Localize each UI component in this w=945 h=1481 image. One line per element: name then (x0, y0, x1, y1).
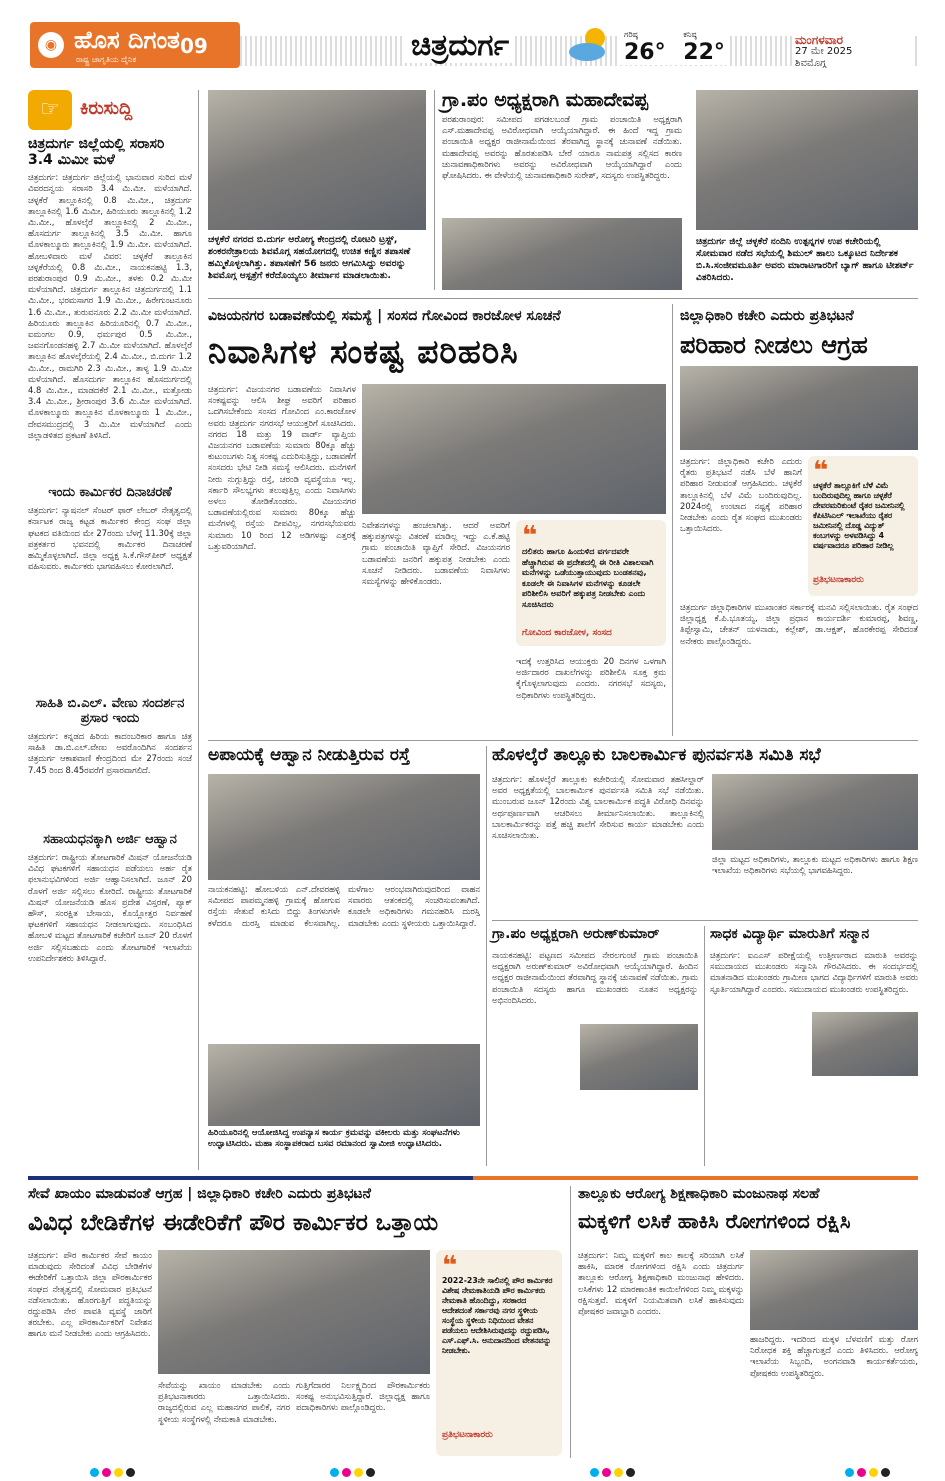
lasike-body2: ಹಾಜರಿದ್ದರು. ಇದರಿಂದ ಮಕ್ಕಳ ಬೆಳವಣಿಗೆ ಮತ್ತು ರೋಗ ನಿರೋಧಕ ಶಕ್ತಿ ಹೆಚ್ಚಾಗುತ್ತದೆ ಎಂದು ತಿಳಿಸಿದರು. ಆರೋಗ್ಯ ಇಲಾಖೆಯ ಸಿಬ್ಬಂದಿ, ಅಂಗನವಾಡಿ ಕಾರ್ಯಕರ್ತೆಯರು, ಪೋಷಕರು ಉಪಸ್ಥಿತರಿದ್ದರು. (750, 1334, 918, 1378)
quote-mark-icon: ❝ (813, 456, 829, 486)
mahadevappa-headline: ಗ್ರಾ.ಪಂ ಅಧ್ಯಕ್ಷರಾಗಿ ಮಹಾದೇವಪ್ಪ (442, 89, 649, 111)
weekday: ಮಂಗಳವಾರ (795, 33, 844, 47)
lecture-event-caption: ಹಿರಿಯೂರಿನಲ್ಲಿ ಆಯೋಜಿಸಿದ್ದ ಉಪನ್ಯಾಸ ಕಾರ್ಯ ಕ್ರಮವನ್ನು ವಕೀಲರು ಮತ್ತು ಸಂಘಟನೆಗಳು ಉದ್ಘಾಟಿಸಿದರು. ಮಹಾ ಸಂಸ್ಥಾಪಕರಾದ ಬಸವ ರಮಾನಂದ ಸ್ವಾಮೀಜಿ ಉದ್ಘಾಟಿಸಿದರು. (208, 1128, 460, 1149)
temp-min: 22° (683, 40, 725, 65)
temp-min-label: ಕನಿಷ್ಠ (683, 30, 697, 39)
pourakarmika-pull-quote: 2022-23ನೇ ಸಾಲಿನಲ್ಲಿ ಪೌರ ಕಾರ್ಮಿಕರ ವಿಶೇಷ ನೇಮಕಾತಿಯಡಿ ಪೌರ ಕಾರ್ಮಿಕರು ನೇಮಕಾತಿ ಹೊಂದಿದ್ದು, ಸರಕಾರದ ಆದೇಶದಂತೆ ಸರ್ಕಾರವು ನಗರ ಸ್ಥಳೀಯ ಸಂಸ್ಥೆಯ ಸ್ಥಳೀಯ ನಿಧಿಯಿಂದ ವೇತನ ಪಡೆಯಲು ಆದೇಶಿಸಿರುವುದನ್ನು ರದ್ದುಪಡಿಸಿ, ಎಸ್.ಎಫ್.ಸಿ. ಅನುದಾನದಿಂದ ವೇತನವನ್ನು ನೀಡಬೇಕು. (442, 1276, 553, 1355)
karmika-headline: ಇಂದು ಕಾರ್ಮಿಕರ ದಿನಾಚರಣೆ (48, 485, 172, 501)
sahaya-body: ಚಿತ್ರದುರ್ಗ: ರಾಷ್ಟ್ರೀಯ ತೋಟಗಾರಿಕೆ ಮಿಷನ್ ಯೋಜನೆಯಡಿ ವಿವಿಧ ಘಟಕಗಳಿಗೆ ಸಹಾಯಧನ ಪಡೆಯಲು ಅರ್ಹ ರೈತ ಫಲಾನುಭವಿಗಳಿಂದ ಅರ್ಜಿ ಆಹ್ವಾನಿಸಲಾಗಿದೆ. ಜೂನ್ 20 ರೊಳಗೆ ಅರ್ಜಿ ಸಲ್ಲಿಸಲು ಕೋರಿದೆ. ರಾಷ್ಟ್ರೀಯ ತೋಟಗಾರಿಕೆ ಮಿಷನ್ ಯೋಜನೆಯಡಿ ಹೊಸ ಪ್ರದೇಶ ವಿಸ್ತರಣೆ, ಪ್ಯಾಕ್ ಹೌಸ್, ಸಂರಕ್ಷಿತ ಬೇಸಾಯ, ಕೊಯ್ಲೋತ್ತರ ನಿರ್ವಹಣೆ ಘಟಕಗಳಿಗೆ ಸಹಾಯಧನ ನೀಡಲಾಗುವುದು. ಸಂಬಂಧಿಸಿದ ಹೋಬಳಿ ಮಟ್ಟದ ತೋಟಗಾರಿಕೆ ಕಚೇರಿಗೆ ಜೂನ್ 20 ರೊಳಗೆ ಅರ್ಜಿ ಸಲ್ಲಿಸಬಹುದು ಎಂದು ತೋಟಗಾರಿಕೆ ಇಲಾಖೆಯ ಉಪನಿರ್ದೇಶಕರು ತಿಳಿಸಿದ್ದಾರೆ. (28, 851, 192, 963)
maruthi-headline: ಸಾಧಕ ವಿದ್ಯಾರ್ಥಿ ಮಾರುತಿಗೆ ಸನ್ಮಾನ (710, 926, 870, 942)
left-column (28, 136, 192, 1170)
pourakarmika-body3: ಗುತ್ತಿಗೆದಾರರ ನಿರ್ಲಕ್ಷ್ಯದಿಂದ ಪೌರಕಾರ್ಮಿಕರು ಸಂಕಷ್ಟ ಅನುಭವಿಸುತ್ತಿದ್ದಾರೆ. ಜಿಲ್ಲಾಧ್ಯಕ್ಷ ಹಾಗೂ ಪದಾಧಿಕಾರಿಗಳು ಪಾಲ್ಗೊಂಡಿದ್ದರು. (296, 1380, 430, 1413)
lead-photo (362, 384, 666, 514)
logo-title: ಹೊಸ ದಿಗಂತ (74, 26, 180, 54)
rain-body: ಚಿತ್ರದುರ್ಗ: ಚಿತ್ರದುರ್ಗ ಜಿಲ್ಲೆಯಲ್ಲಿ ಭಾನುವಾರ ಸುರಿದ ಮಳೆ ವಿವರದನ್ವಯ ಸರಾಸರಿ 3.4 ಮಿ.ಮೀ. ಮಳೆಯಾಗಿದೆ. ಚಳ್ಳಕೆರೆ ತಾಲ್ಲೂಕಿನಲ್ಲಿ 0.8 ಮಿ.ಮೀ., ಚಿತ್ರದುರ್ಗ ತಾಲ್ಲೂಕಿನಲ್ಲಿ 1.6 ಮಿಮೀ, ಹಿರಿಯೂರು ತಾಲ್ಲೂಕಿನಲ್ಲಿ 1.2 ಮಿ.ಮೀ., ಹೊಳಲ್ಕೆರೆ ತಾಲ್ಲೂಕಿನಲ್ಲಿ 2 ಮಿ.ಮೀ., ಹೊಸದುರ್ಗ ತಾಲ್ಲೂಕಿನಲ್ಲಿ 3.5 ಮಿ.ಮೀ. ಹಾಗೂ ಮೊಳಕಾಲ್ಮೂರು ತಾಲ್ಲೂಕಿನಲ್ಲಿ 1.9 ಮಿ.ಮೀ. ಮಳೆಯಾಗಿದೆ. ಹೋಬಳಿವಾರು ಮಳೆ ವಿವರ: ಚಳ್ಳಕೆರೆ ತಾಲ್ಲೂಕಿನ ಚಳ್ಳಕೆರೆಯಲ್ಲಿ 0.8 ಮಿ.ಮೀ., ನಾಯಕನಹಟ್ಟಿ 1.3, ಪರಶುರಾಂಪುರ 0.9 ಮಿ.ಮೀ., ತಳಕು 0.2 ಮಿ.ಮೀ ಮಳೆಯಾಗಿದೆ. ಚಿತ್ರದುರ್ಗ ತಾಲ್ಲೂಕಿನ ಚಿತ್ರದುರ್ಗದಲ್ಲಿ 1.1 ಮಿ.ಮೀ., ಭರಮಸಾಗರ 1.9 ಮಿ.ಮೀ., ಹಿರೇಗುಂಟನೂರು 1.6 ಮಿ.ಮೀ., ತುರುವನೂರು 2.2 ಮಿ.ಮೀ ಮಳೆಯಾಗಿದೆ. ಹಿರಿಯೂರು ತಾಲ್ಲೂಕಿನ ಹಿರಿಯೂರಿನಲ್ಲಿ 0.7 ಮಿ.ಮೀ., ಐಮಂಗಲ 0.9, ಧರ್ಮಪುರ 0.5 ಮಿ.ಮೀ., ಜವನಗೊಂಡನಹಳ್ಳಿ 2.7 ಮಿ.ಮೀ ಮಳೆಯಾಗಿದೆ. ಹೊಳಲ್ಕೆರೆ ತಾಲ್ಲೂಕಿನ ಹೊಳಲ್ಕೆರೆಯಲ್ಲಿ 2.4 ಮಿ.ಮೀ., ಬಿ.ದುರ್ಗ 1.2 ಮಿ.ಮೀ., ರಾಮಗಿರಿ 2.3 ಮಿ.ಮೀ., ತಾಳ್ಯ 1.9 ಮಿ.ಮೀ ಮಳೆಯಾಗಿದೆ. ಹೊಸದುರ್ಗ ತಾಲ್ಲೂಕಿನ ಹೊಸದುರ್ಗದಲ್ಲಿ 4.8 ಮಿ.ಮೀ., ಮಾಡದಕೆರೆ 2.1 ಮಿ.ಮೀ., ಮತ್ತೋಡು 3.4 ಮಿ.ಮೀ., ಶ್ರೀರಾಂಪುರ 3.6 ಮಿ.ಮೀ ಮಳೆಯಾಗಿದೆ. ಮೊಳಕಾಲ್ಮೂರು ತಾಲ್ಲೂಕಿನ ಮೊಳಕಾಲ್ಮೂರು 1 ಮಿ.ಮೀ., ದೇವಸಮುದ್ರದಲ್ಲಿ 3 ಮಿ.ಮೀ ಮಳೆಯಾಗಿದೆ ಎಂದು ಜಿಲ್ಲಾಡಳಿತದ ಪ್ರಕಟಣೆ ತಿಳಿಸಿದೆ. (28, 172, 192, 440)
right-lead-body2: ಚಿತ್ರದುರ್ಗ ಜಿಲ್ಲಾಧಿಕಾರಿಗಳ ಮುಖಾಂತರ ಸರ್ಕಾರಕ್ಕೆ ಮನವಿ ಸಲ್ಲಿಸಲಾಯಿತು. ರೈತ ಸಂಘದ ಜಿಲ್ಲಾಧ್ಯಕ್ಷ ಕೆ.ಪಿ.ಭೂತಯ್ಯ, ಜಿಲ್ಲಾ ಪ್ರಧಾನ ಕಾರ್ಯದರ್ಶಿ ಕುಮಾರಪ್ಪ, ಶಿವಣ್ಣ, ತಿಪ್ಪೇಸ್ವಾಮಿ, ಚೇತನ್ ಯಳನಾಡು, ಕಲ್ಲೇಶ್, ಡಾ.ಆಕ್ಷತ್, ಹೊರಕೇರಪ್ಪ ಸೇರಿದಂತೆ ಅನೇಕರು ಪಾಲ್ಗೊಂಡಿದ್ದರು. (680, 602, 918, 646)
rain-headline: ಚಿತ್ರದುರ್ಗ ಜಿಲ್ಲೆಯಲ್ಲಿ ಸರಾಸರಿ 3.4 ಮಿಮೀ ಮಳೆ (28, 136, 165, 169)
print-registration-marks (845, 1462, 893, 1481)
column-divider (434, 90, 435, 290)
right-lead-headline: ಪರಿಹಾರ ನೀಡಲು ಆಗ್ರಹ (680, 331, 868, 359)
holalkere-meeting-photo (712, 774, 918, 850)
logo-emblem-icon: ◉ (38, 32, 64, 58)
right-pull-author: ಪ್ರತಿಭಟನಾಕಾರರು (813, 575, 864, 585)
sahiti-headline: ಸಾಹಿತಿ ಬಿ.ಎಲ್. ವೇಣು ಸಂದರ್ಶನ ಪ್ರಸಾರ ಇಂದು (35, 696, 185, 727)
date-block (795, 34, 915, 70)
weather-cloud-sun-icon (565, 24, 615, 64)
pourakarmika-headline: ವಿವಿಧ ಬೇಡಿಕೆಗಳ ಈಡೇರಿಕೆಗೆ ಪೌರ ಕಾರ್ಮಿಕರ ಒತ್ತಾಯ (28, 1210, 439, 1236)
arunkumar-headline: ಗ್ರಾ.ಪಂ ಅಧ್ಯಕ್ಷರಾಗಿ ಅರುಣ್‌ಕುಮಾರ್ (492, 926, 660, 942)
kirusuddi-badge (28, 90, 188, 130)
pourakarmika-body2: ಸೇವೆಯನ್ನು ಖಾಯಂ ಮಾಡಬೇಕು ಎಂದು ಪ್ರತಿಭಟನಾಕಾರರು ಒತ್ತಾಯಿಸಿದರು. ರಾಜ್ಯದಲ್ಲಿರುವ ಎಲ್ಲ ಮಹಾನಗರ ಪಾಲಿಕೆ, ನಗರ ಸ್ಥಳೀಯ ಸಂಸ್ಥೆಗಳಲ್ಲಿ ನೇಮಕಾತಿ ಮಾಡಬೇಕು. (158, 1380, 290, 1424)
sahaya-headline: ಸಹಾಯಧನಕ್ಕಾಗಿ ಅರ್ಜಿ ಆಹ್ವಾನ (43, 832, 177, 847)
lead-headline: ನಿವಾಸಿಗಳ ಸಂಕಷ್ಟ ಪರಿಹರಿಸಿ (208, 332, 519, 371)
lead-body-right: ನಿವೇಶನಗಳನ್ನು ಹಂಚಲಾಗಿತ್ತು. ಆದರೆ ಅವರಿಗೆ ಹಕ್ಕುಪತ್ರಗಳನ್ನು ವಿತರಣೆ ಮಾಡಿಲ್ಲ ಇದ್ದು ಎ.ಕೆ.ಹಟ್ಟಿ ಗ್ರಾಮ ಪಂಚಾಯಿತಿ ವ್ಯಾಪ್ತಿಗೆ ಸೇರಿದೆ. ವಿಜಯನಗರ ಬಡಾವಣೆಯ ಜನರಿಗೆ ಹಕ್ಕುಪತ್ರ ನೀಡಬೇಕು ಎಂದು ಸೂಚನೆ ನೀಡಿದರು. ಬಡಾವಣೆಯ ನಿವಾಸಿಗಳು ಸಮಸ್ಯೆಗಳನ್ನು ಹೇಳಿಕೊಂಡರು. (362, 520, 510, 587)
lasike-headline: ಮಕ್ಕಳಿಗೆ ಲಸಿಕೆ ಹಾಕಿಸಿ ರೋಗಗಳಿಂದ ರಕ್ಷಿಸಿ (578, 1209, 851, 1233)
lead-kicker: ವಿಜಯನಗರ ಬಡಾವಣೆಯಲ್ಲಿ ಸಮಸ್ಯೆ | ಸಂಸದ ಗೋವಿಂದ ಕಾರಜೋಳ ಸೂಚನೆ (208, 308, 561, 324)
bag-distribution-photo (696, 90, 918, 230)
lead-body-left: ಚಿತ್ರದುರ್ಗ: ವಿಜಯನಗರ ಬಡಾವಣೆಯ ನಿವಾಸಿಗಳ ಸಂಕಷ್ಟವನ್ನು ಆಲಿಸಿ ಶೀಘ್ರ ಅವರಿಗೆ ಪರಿಹಾರ ಒದಗಿಸಬೇಕೆಂದು ಸಂಸದ ಗೋವಿಂದ ಎಂ.ಕಾರಜೋಳ ಅವರು ಚಿತ್ರದುರ್ಗ ನಗರಸಭೆ ಆಯುಕ್ತರಿಗೆ ಸೂಚಿಸಿದರು. ನಗರದ 18 ಮತ್ತು 19 ವಾರ್ಡ್ ವ್ಯಾಪ್ತಿಯ ವಿಜಯನಗರ ಬಡಾವಣೆಯ ಸುಮಾರು 80ಕ್ಕೂ ಹೆಚ್ಚು ಕುಟುಂಬಗಳು ನಿತ್ಯ ಸಂಕಷ್ಟ ಎದುರಿಸುತ್ತಿದ್ದು, ಬಡಾವಣೆಗೆ ಸಂಸದರು ಭೇಟಿ ನೀಡಿ ಸಮಸ್ಯೆ ಆಲಿಸಿದರು. ಮನೆಗಳಿಗೆ ನೀರು ನುಗ್ಗುತ್ತಿದ್ದು ರಸ್ತೆ, ಚರಂಡಿ ವ್ಯವಸ್ಥೆಯೂ ಇಲ್ಲ. ಸರ್ಕಾರಿ ಸೌಲಭ್ಯಗಳು ತಲುಪುತ್ತಿಲ್ಲ ಎಂದು ನಿವಾಸಿಗಳು ಅಳಲು ತೋಡಿಕೊಂಡರು. ವಿಜಯನಗರ ಬಡಾವಣೆಯಲ್ಲಿರುವ ಸುಮಾರು 80ಕ್ಕೂ ಹೆಚ್ಚು ಮನೆಗಳಲ್ಲಿ ರಸ್ತೆಯ ದೀಪವಿಲ್ಲ, ನಗರಸಭೆಯವರು ಸುಮಾರು 10 ರಿಂದ 12 ಅಡಿಗಳಷ್ಟು ಎತ್ತರಕ್ಕೆ ಒತ್ತುವರಿಯಾಗಿದೆ. (208, 384, 356, 551)
logo (30, 22, 240, 68)
column-divider (570, 1186, 571, 1458)
edition: ಶಿವಮೊಗ್ಗ (795, 58, 827, 69)
eye-camp-caption: ಚಳ್ಳಕೆರೆ ನಗರದ ಬಿ.ದುರ್ಗ ಆರೋಗ್ಯ ಕೇಂದ್ರದಲ್ಲಿ ರೋಟರಿ ಟ್ರಸ್ಟ್, ಶಂಕರನೇತ್ರಾಲಯ ಶಿವಮೊಗ್ಗ ಸಹಯೋಗದಲ್ಲಿ ಉಚಿತ ಕಣ್ಣಿನ ತಪಾಸಣೆ ಹಮ್ಮಿಕೊಳ್ಳಲಾಗಿತ್ತು. ತಪಾಸಣೆಗೆ 56 ಜನರು ಆಗಮಿಸಿದ್ದು ಅವರನ್ನು ಶಿವಮೊಗ್ಗ ಆಸ್ಪತ್ರೆಗೆ ಕರೆದೊಯ್ಯಲು ತೀರ್ಮಾನ ಮಾಡಲಾಯಿತು. (208, 234, 411, 281)
lasike-body: ಚಿತ್ರದುರ್ಗ: ನಿಮ್ಮ ಮಕ್ಕಳಿಗೆ ಕಾಲ ಕಾಲಕ್ಕೆ ಸರಿಯಾಗಿ ಲಸಿಕೆ ಹಾಕಿಸಿ, ಮಾರಕ ರೋಗಗಳಿಂದ ರಕ್ಷಿಸಿ ಎಂದು ಚಿತ್ರದುರ್ಗ ತಾಲ್ಲೂಕು ಆರೋಗ್ಯ ಶಿಕ್ಷಣಾಧಿಕಾರಿ ಮಂಜುನಾಥ ಹೇಳಿದರು. ಲಸಿಕೆಗಳು 12 ಮಾರಣಾಂತಿಕ ಕಾಯಿಲೆಗಳಿಂದ ನಿಮ್ಮ ಮಕ್ಕಳನ್ನು ರಕ್ಷಿಸುತ್ತವೆ. ಮಕ್ಕಳಿಗೆ ನಿಯಮಿತವಾಗಿ ಲಸಿಕೆ ಹಾಕಿಸುವುದು ಪೋಷಕರ ಜವಾಬ್ದಾರಿ ಎಂದರು. (578, 1250, 744, 1317)
right-lead-photo (680, 366, 918, 450)
vaccination-photo (750, 1250, 918, 1330)
bag-distribution-caption: ಚಿತ್ರದುರ್ಗ ಜಿಲ್ಲೆ ಚಳ್ಳಕೆರೆ ನಂದಿನಿ ಉತ್ಪನ್ನಗಳ ಉಪ ಕಚೇರಿಯಲ್ಲಿ ಸೋಮವಾರ ನಡೆದ ಸಭೆಯಲ್ಲಿ ಶಿಮುಲ್ ಹಾಲು ಒಕ್ಕೂಟದ ನಿರ್ದೇಶಕ ಬಿ.ಸಿ.ಸಂಜೀವಮೂರ್ತಿ ಅವರು ಮಾರಾಟಗಾರರಿಗೆ ಬ್ಯಾಗ್ ಹಾಗೂ ಟೀಶರ್ಟ್ ವಿತರಿಸಿದರು. (696, 236, 914, 283)
lead-pull-quote: ದಲಿತರು ಹಾಗೂ ಹಿಂದುಳಿದ ವರ್ಗದವರೇ ಹೆಚ್ಚಾಗಿರುವ ಈ ಪ್ರದೇಶದಲ್ಲಿ ಈ ರೀತಿ ವಿಶಾಲವಾಗಿ ಮನೆಗಳನ್ನು ಒಡೆಯುತ್ತಾಯುವುದು ಬಂಡತನವು, ಕೂಡಲೇ ಈ ನಿವಾಸಿಗಳ ಮನೆಗಳನ್ನು ಕೂಡಲೇ ಪರಿಶೀಲಿಸಿ ಅವರಿಗೆ ಹಕ್ಕುಪತ್ರ ನೀಡಬೇಕು ಎಂದು ಸೂಚಿಸಿದರು (522, 546, 654, 609)
right-lead-kicker: ಜಿಲ್ಲಾಧಿಕಾರಿ ಕಚೇರಿ ಎದುರು ಪ್ರತಿಭಟನೆ (680, 308, 854, 324)
page-number: 09 (180, 34, 208, 58)
holalkere-body: ಚಿತ್ರದುರ್ಗ: ಹೊಳಲ್ಕೆರೆ ತಾಲ್ಲೂಕು ಕಚೇರಿಯಲ್ಲಿ ಸೋಮವಾರ ತಹಸೀಲ್ದಾರ್ ಅವರ ಅಧ್ಯಕ್ಷತೆಯಲ್ಲಿ ಬಾಲಕಾರ್ಮಿಕ ಪುನರ್ವಸತಿ ಸಮಿತಿ ಸಭೆ ನಡೆಯಿತು. ಮುಂಬರುವ ಜೂನ್ 12ರಂದು ವಿಶ್ವ ಬಾಲಕಾರ್ಮಿಕ ಪದ್ಧತಿ ವಿರೋಧಿ ದಿನವನ್ನು ಅರ್ಥಪೂರ್ಣವಾಗಿ ಆಚರಿಸಲು ತೀರ್ಮಾನಿಸಲಾಯಿತು. ತಾಲ್ಲೂಕಿನಲ್ಲಿ ಬಾಲಕಾರ್ಮಿಕರನ್ನು ಪತ್ತೆ ಹಚ್ಚಿ ಶಾಲೆಗೆ ಸೇರಿಸುವ ಕಾರ್ಯ ಮಾಡಬೇಕು ಎಂದು ಸೂಚಿಸಲಾಯಿತು. (492, 774, 704, 841)
holalkere-headline: ಹೊಳಲ್ಕೆರೆ ತಾಲ್ಲೂಕು ಬಾಲಕಾರ್ಮಿಕ ಪುನರ್ವಸತಿ ಸಮಿತಿ ಸಭೆ (492, 745, 821, 765)
lead-pull-quote-box (516, 520, 666, 646)
pourakarmika-pull-quote-box (436, 1250, 562, 1456)
maruthi-felicitation-photo (812, 1012, 918, 1076)
logo-tagline: ರಾಷ್ಟ್ರ ಜಾಗೃತಿಯ ದೈನಿಕ (76, 55, 137, 64)
row-divider (492, 920, 918, 921)
quote-mark-icon: ❝ (522, 521, 538, 551)
lead-body-lower: ಇದಕ್ಕೆ ಉತ್ತರಿಸಿದ ಆಯುಕ್ತರು 20 ದಿನಗಳ ಒಳಗಾಗಿ ಅರ್ಜಿದಾರರ ದಾಖಲೆಗಳನ್ನು ಪರಿಶೀಲಿಸಿ ಸೂಕ್ತ ಕ್ರಮ ಕೈಗೊಳ್ಳಲಾಗುವುದು ಎಂದರು. ನಗರಸಭೆ ಸದಸ್ಯರು, ಅಧಿಕಾರಿಗಳು ಉಪಸ್ಥಿತರಿದ್ದರು. (516, 656, 666, 700)
pourakarmika-body: ಚಿತ್ರದುರ್ಗ: ಪೌರ ಕಾರ್ಮಿಕರ ಸೇವೆ ಕಾಯಂ ಮಾಡುವುದು ಸೇರಿದಂತೆ ವಿವಿಧ ಬೇಡಿಕೆಗಳ ಈಡೇರಿಕೆಗೆ ಒತ್ತಾಯಿಸಿ ಜಿಲ್ಲಾ ಪೌರಕಾರ್ಮಿಕರ ಸಂಘದ ನೇತೃತ್ವದಲ್ಲಿ ಸೋಮವಾರ ಪ್ರತಿಭಟನೆ ನಡೆಸಲಾಯಿತು. ಹೊರಗುತ್ತಿಗೆ ಪದ್ಧತಿಯನ್ನು ರದ್ದುಪಡಿಸಿ ನೇರ ಪಾವತಿ ವ್ಯವಸ್ಥೆ ಜಾರಿಗೆ ತರಬೇಕು. ಎಲ್ಲ ಪೌರಕಾರ್ಮಿಕರಿಗೆ ನಿವೇಶನ ಹಾಗೂ ಮನೆ ನೀಡಬೇಕು ಎಂದು ಆಗ್ರಹಿಸಿದರು. (28, 1250, 152, 1339)
gram-panchayat-photo (442, 218, 682, 290)
lasike-kicker: ತಾಲ್ಲೂಕು ಆರೋಗ್ಯ ಶಿಕ್ಷಣಾಧಿಕಾರಿ ಮಂಜುನಾಥ ಸಲಹೆ (578, 1186, 820, 1202)
road-body: ನಾಯಕನಹಟ್ಟಿ: ಹೋಬಳಿಯ ಎನ್.ದೇವರಹಳ್ಳಿ ಸಮೀಪದ ಪಾಪಮ್ಮನಹಳ್ಳಿ ಗ್ರಾಮಕ್ಕೆ ಹೋಗುವ ರಸ್ತೆಯ ಸೇತುವೆ ಕುಸಿದು ಬಿದ್ದು ತಿಂಗಳುಗಳೇ ಕಳೆದರೂ ದುರಸ್ತಿ ಮಾಡುವ ಕೆಲಸವಾಗಿಲ್ಲ. ಮಳೆಗಾಲ ಆರಂಭವಾಗಿರುವುದರಿಂದ ವಾಹನ ಸವಾರರು ಆತಂಕದಲ್ಲಿ ಸಂಚರಿಸುವಂತಾಗಿದೆ. ಕೂಡಲೇ ಅಧಿಕಾರಿಗಳು ಗಮನಹರಿಸಿ ದುರಸ್ತಿ ಮಾಡಬೇಕು ಎಂದು ಸ್ಥಳೀಯರು ಒತ್ತಾಯಿಸಿದ್ದಾರೆ. (208, 884, 480, 928)
section-bar (28, 1176, 918, 1180)
arunkumar-photo (580, 1024, 698, 1090)
city-name: ಚಿತ್ರದುರ್ಗ (405, 28, 515, 63)
pourakarmika-pull-author: ಪ್ರತಿಭಟನಾಕಾರರು (442, 1430, 493, 1440)
arunkumar-body: ನಾಯಕನಹಟ್ಟಿ: ಪಟ್ಟಣದ ಸಮೀಪದ ನೇರಲಗುಂಟೆ ಗ್ರಾಮ ಪಂಚಾಯಿತಿ ಅಧ್ಯಕ್ಷರಾಗಿ ಅರುಣ್‌ಕುಮಾರ್ ಅವಿರೋಧವಾಗಿ ಆಯ್ಕೆಯಾಗಿದ್ದಾರೆ. ಹಿಂದಿನ ಅಧ್ಯಕ್ಷರ ರಾಜೀನಾಮೆಯಿಂದ ತೆರವಾಗಿದ್ದ ಸ್ಥಾನಕ್ಕೆ ಚುನಾವಣೆ ನಡೆಯಿತು. ಗ್ರಾಮ ಪಂಚಾಯಿತಿ ಸದಸ್ಯರು ಹಾಗೂ ಮುಖಂಡರು ನೂತನ ಅಧ್ಯಕ್ಷರನ್ನು ಅಭಿನಂದಿಸಿದರು. (492, 950, 698, 1005)
right-pull-quote-box (808, 456, 918, 596)
right-pull-quote: ಚಳ್ಳಕೆರೆ ತಾಲ್ಲೂಕಿಗೆ ಬೆಳೆ ವಿಮೆ ಬಂದಿರುವುದಿಲ್ಲ ಹಾಗೂ ಚಳ್ಳಕೆರೆ ದೇವರಮರಿಕುಂಟೆ ರೈತರ ಜಮೀನಿನಲ್ಲಿ ಕೆಪಿಟಿಸಿಎಲ್ ಇಲಾಖೆಯು ರೈತರ ಜಮೀನಿನಲ್ಲಿ ದೊಡ್ಡ ವಿದ್ಯುತ್ ಕಂಬಗಳನ್ನು ಅಳವಡಿಸಿದ್ದು 4 ವರ್ಷವಾದರೂ ಪರಿಹಾರ ನೀಡಿಲ್ಲ (813, 481, 905, 550)
kirusuddi-label: ಕಿರುಸುದ್ದಿ (80, 98, 133, 119)
temp-max-label: ಗರಿಷ್ಠ (624, 30, 638, 39)
karmika-body: ಚಿತ್ರದುರ್ಗ: ನ್ಯಾಷನಲ್ ಸೆಂಟರ್ ಫಾರ್ ಲೇಬರ್ ನೇತೃತ್ವದಲ್ಲಿ ಕರ್ನಾಟಕ ರಾಜ್ಯ ಕಟ್ಟಡ ಕಾರ್ಮಿಕರ ಕೇಂದ್ರ ಸಂಘ ಜಿಲ್ಲಾ ಘಟಕದ ವತಿಯಿಂದ ಮೇ 27ರಂದು ಬೆಳಗ್ಗೆ 11.30ಕ್ಕೆ ಜಿಲ್ಲಾ ಪತ್ರಕರ್ತರ ಭವನದಲ್ಲಿ ಕಾರ್ಮಿಕರ ದಿನಾಚರಣೆ ಹಮ್ಮಿಕೊಳ್ಳಲಾಗಿದೆ. ಜಿಲ್ಲಾ ಅಧ್ಯಕ್ಷ ಸಿ.ಕೆ.ಗೌಸ್‌ಪೀರ್ ಅಧ್ಯಕ್ಷತೆ ವಹಿಸುವರು. ಕಾರ್ಮಿಕರು ಭಾಗವಹಿಸಲು ಕೋರಲಾಗಿದೆ. (28, 505, 192, 572)
pourakarmika-protest-photo (158, 1250, 430, 1374)
holalkere-body2: ಜಿಲ್ಲಾ ಮಟ್ಟದ ಅಧಿಕಾರಿಗಳು, ತಾಲ್ಲೂಕು ಮಟ್ಟದ ಅಧಿಕಾರಿಗಳು ಹಾಗೂ ಶಿಕ್ಷಣ ಇಲಾಖೆಯ ಅಧಿಕಾರಿಗಳು ಸಭೆಯಲ್ಲಿ ಭಾಗವಹಿಸಿದ್ದರು. (712, 854, 918, 876)
maruthi-body: ಚಿತ್ರದುರ್ಗ: ಐಎಎಸ್ ಪರೀಕ್ಷೆಯಲ್ಲಿ ಉತ್ತೀರ್ಣರಾದ ಮಾರುತಿ ಅವರನ್ನು ಸಮುದಾಯದ ಮುಖಂಡರು ಸನ್ಮಾನಿಸಿ ಗೌರವಿಸಿದರು. ಈ ಸಂದರ್ಭದಲ್ಲಿ ಮಾತನಾಡಿದ ಮುಖಂಡರು ಗ್ರಾಮೀಣ ಭಾಗದ ವಿದ್ಯಾರ್ಥಿಗಳಿಗೆ ಮಾರುತಿ ಅವರು ಸ್ಫೂರ್ತಿಯಾಗಿದ್ದಾರೆ ಎಂದರು. ಸಮುದಾಯದ ಮುಖಂಡರು ಉಪಸ್ಥಿತರಿದ್ದರು. (710, 950, 918, 994)
lead-pull-author: ಗೋವಿಂದ ಕಾರಜೋಳ, ಸಂಸದ (522, 628, 612, 638)
lecture-event-photo (208, 1044, 480, 1126)
quote-mark-icon: ❝ (442, 1251, 458, 1281)
sahiti-body: ಚಿತ್ರದುರ್ಗ: ಕನ್ನಡದ ಹಿರಿಯ ಕಾದಂಬರಿಕಾರ ಹಾಗೂ ಚಿತ್ರ ಸಾಹಿತಿ ಡಾ.ಬಿ.ಎಲ್.ವೇಣು ಅವರೊಂದಿಗಿನ ಸಂದರ್ಶನ ಚಿತ್ರದುರ್ಗ ಆಕಾಶವಾಣಿ ಕೇಂದ್ರದಿಂದ ಮೇ 27ರಂದು ಸಂಜೆ 7.45 ರಿಂದ 8.45ರವರೆಗೆ ಪ್ರಸಾರವಾಗಲಿದೆ. (28, 731, 192, 775)
pourakarmika-kicker: ಸೇವೆ ಖಾಯಂ ಮಾಡುವಂತೆ ಆಗ್ರಹ | ಜಿಲ್ಲಾಧಿಕಾರಿ ಕಚೇರಿ ಎದುರು ಪ್ರತಿಭಟನೆ (28, 1186, 371, 1202)
date: 27 ಮೇ 2025 (795, 46, 853, 57)
print-registration-marks (330, 1462, 378, 1481)
pointing-hand-icon: ☞ (28, 90, 72, 130)
damaged-road-photo (208, 774, 480, 880)
temp-max: 26° (624, 40, 666, 65)
row-divider (208, 298, 918, 299)
eye-camp-queue-photo (208, 90, 426, 230)
column-divider (704, 926, 705, 1166)
column-divider (486, 746, 487, 1166)
print-registration-marks (590, 1462, 638, 1481)
right-lead-body: ಚಿತ್ರದುರ್ಗ: ಜಿಲ್ಲಾಧಿಕಾರಿ ಕಚೇರಿ ಎದುರು ರೈತರು ಪ್ರತಿಭಟನೆ ನಡೆಸಿ ಬೆಳೆ ಹಾನಿಗೆ ಪರಿಹಾರ ನೀಡುವಂತೆ ಆಗ್ರಹಿಸಿದರು. ಚಳ್ಳಕೆರೆ ತಾಲ್ಲೂಕಿನಲ್ಲಿ ಬೆಳೆ ವಿಮೆ ಬಂದಿರುವುದಿಲ್ಲ. 2024ರಲ್ಲಿ ಉಂಟಾದ ನಷ್ಟಕ್ಕೆ ಪರಿಹಾರ ನೀಡಬೇಕು ಎಂದು ರೈತ ಸಂಘದ ಮುಖಂಡರು ಒತ್ತಾಯಿಸಿದರು. (680, 456, 802, 534)
column-divider (672, 304, 673, 736)
mahadevappa-body: ಪರಶುರಾಂಪುರ: ಸಮೀಪದ ಪಗಡಲಬಂಡೆ ಗ್ರಾಮ ಪಂಚಾಯಿತಿ ಅಧ್ಯಕ್ಷರಾಗಿ ಎಸ್.ಮಹಾದೇವಪ್ಪ ಅವಿರೋಧವಾಗಿ ಆಯ್ಕೆಯಾಗಿದ್ದಾರೆ. ಈ ಹಿಂದೆ ಇದ್ದ ಗ್ರಾಮ ಪಂಚಾಯಿತಿ ಅಧ್ಯಕ್ಷರ ರಾಜೀನಾಮೆಯಿಂದ ತೆರವಾಗಿದ್ದ ಸ್ಥಾನಕ್ಕೆ ಚುನಾವಣೆ ನಡೆಯಿತು. ಮಹಾದೇವಪ್ಪ ಅವರನ್ನು ಹೊರತುಪಡಿಸಿ ಬೇರೆ ಯಾರೂ ನಾಮಪತ್ರ ಸಲ್ಲಿಸದ ಕಾರಣ ಚುನಾವಣಾಧಿಕಾರಿಗಳು ಅವರನ್ನು ಅವಿರೋಧವಾಗಿ ಆಯ್ಕೆಯಾಗಿದ್ದಾರೆ ಎಂದು ಘೋಷಿಸಿದರು. ಈ ವೇಳೆಯಲ್ಲಿ ಚುನಾವಣಾಧಿಕಾರಿ ಸುರೇಶ್, ಸದಸ್ಯರು ಉಪಸ್ಥಿತರಿದ್ದರು. (442, 114, 682, 181)
print-registration-marks (90, 1462, 138, 1481)
row-divider (208, 740, 918, 741)
masthead (0, 0, 945, 82)
column-divider (198, 90, 199, 1170)
road-headline: ಅಪಾಯಕ್ಕೆ ಆಹ್ವಾನ ನೀಡುತ್ತಿರುವ ರಸ್ತೆ (208, 745, 411, 765)
temperature-block (620, 30, 729, 65)
